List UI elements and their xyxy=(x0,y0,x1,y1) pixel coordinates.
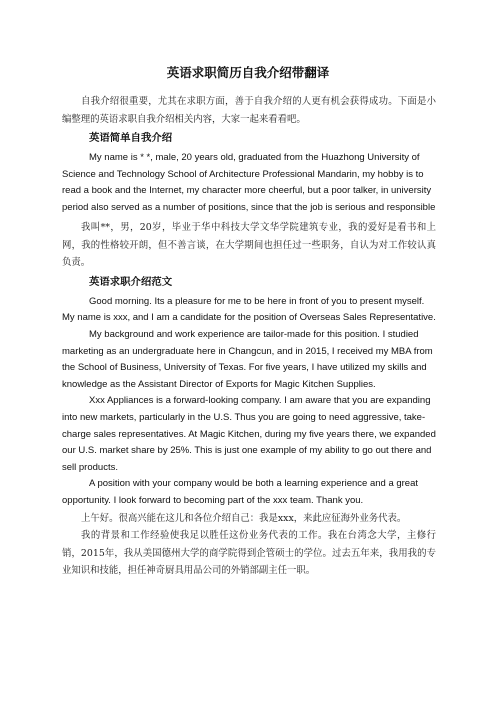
simple-intro-english: My name is * *, male, 20 years old, graduated from the Huazhong University of Science and Technology School of Architecture Professional Mandarin, my hobby is to read a book and the Internet, my character more cheerful, but a poor talker, in university period also served as a number of positions, since that the job is serious and responsible xyxy=(62,152,436,213)
simple-intro-chinese: 我叫**，男，20岁，毕业于华中科技大学文华学院建筑专业，我的爱好是看书和上网，我的性格较开朗，但不善言谈，在大学期间也担任过一些职务，自认为对工作较认真负责。 xyxy=(62,222,436,269)
sample-english-paragraph: Good morning. Its a pleasure for me to be here in front of you to present myself. My name is xxx, and I am a candidate for the position of Overseas Sales Representative. xyxy=(62,295,436,324)
sample-chinese-paragraph: 我的背景和工作经验使我足以胜任这份业务代表的工作。我在台湾念大学，主修行销，2015年，我从美国德州大学的商学院得到企管硕士的学位。过去五年来，我用我的专业知识和技能，担任神奇厨具用品公司的外销部副主任一职。 xyxy=(62,530,436,577)
sample-chinese-paragraph: 上午好。很高兴能在这儿和各位介绍自己：我是xxx，来此应征海外业务代表。 xyxy=(81,512,407,524)
document-body xyxy=(62,93,436,580)
intro-paragraph: 自我介绍很重要，尤其在求职方面，善于自我介绍的人更有机会获得成功。下面是小编整理的英语求职自我介绍相关内容，大家一起来看看吧。 xyxy=(62,96,436,125)
sample-english-paragraph: A position with your company would be both a learning experience and a great opportunity. I look forward to becoming part of the xxx team. Thank you. xyxy=(62,478,419,506)
section-heading-sample: 英语求职介绍范文 xyxy=(89,275,173,288)
sample-english-paragraph: Xxx Appliances is a forward-looking company. I am aware that you are expanding into new markets, particularly in the U.S. Thus you are going to need aggressive, take-charge sales representatives. At Magic Kitchen, during my five years there, we expanded our U.S. market share by 25%. This is just one example of my ability to go out there and sell products. xyxy=(62,395,436,473)
section-heading-simple-intro: 英语简单自我介绍 xyxy=(89,132,173,144)
document-title: 英语求职简历自我介绍带翻译 xyxy=(166,65,330,80)
sample-english-paragraph: My background and work experience are tailor-made for this position. I studied marketing as an undergraduate here in Changcun, and in 2015, I received my MBA from the School of Business, University of Texas. For five years, I have utilized my skills and knowledge as the Assistant Director of Exports for Magic Kitchen Supplies. xyxy=(62,329,433,390)
